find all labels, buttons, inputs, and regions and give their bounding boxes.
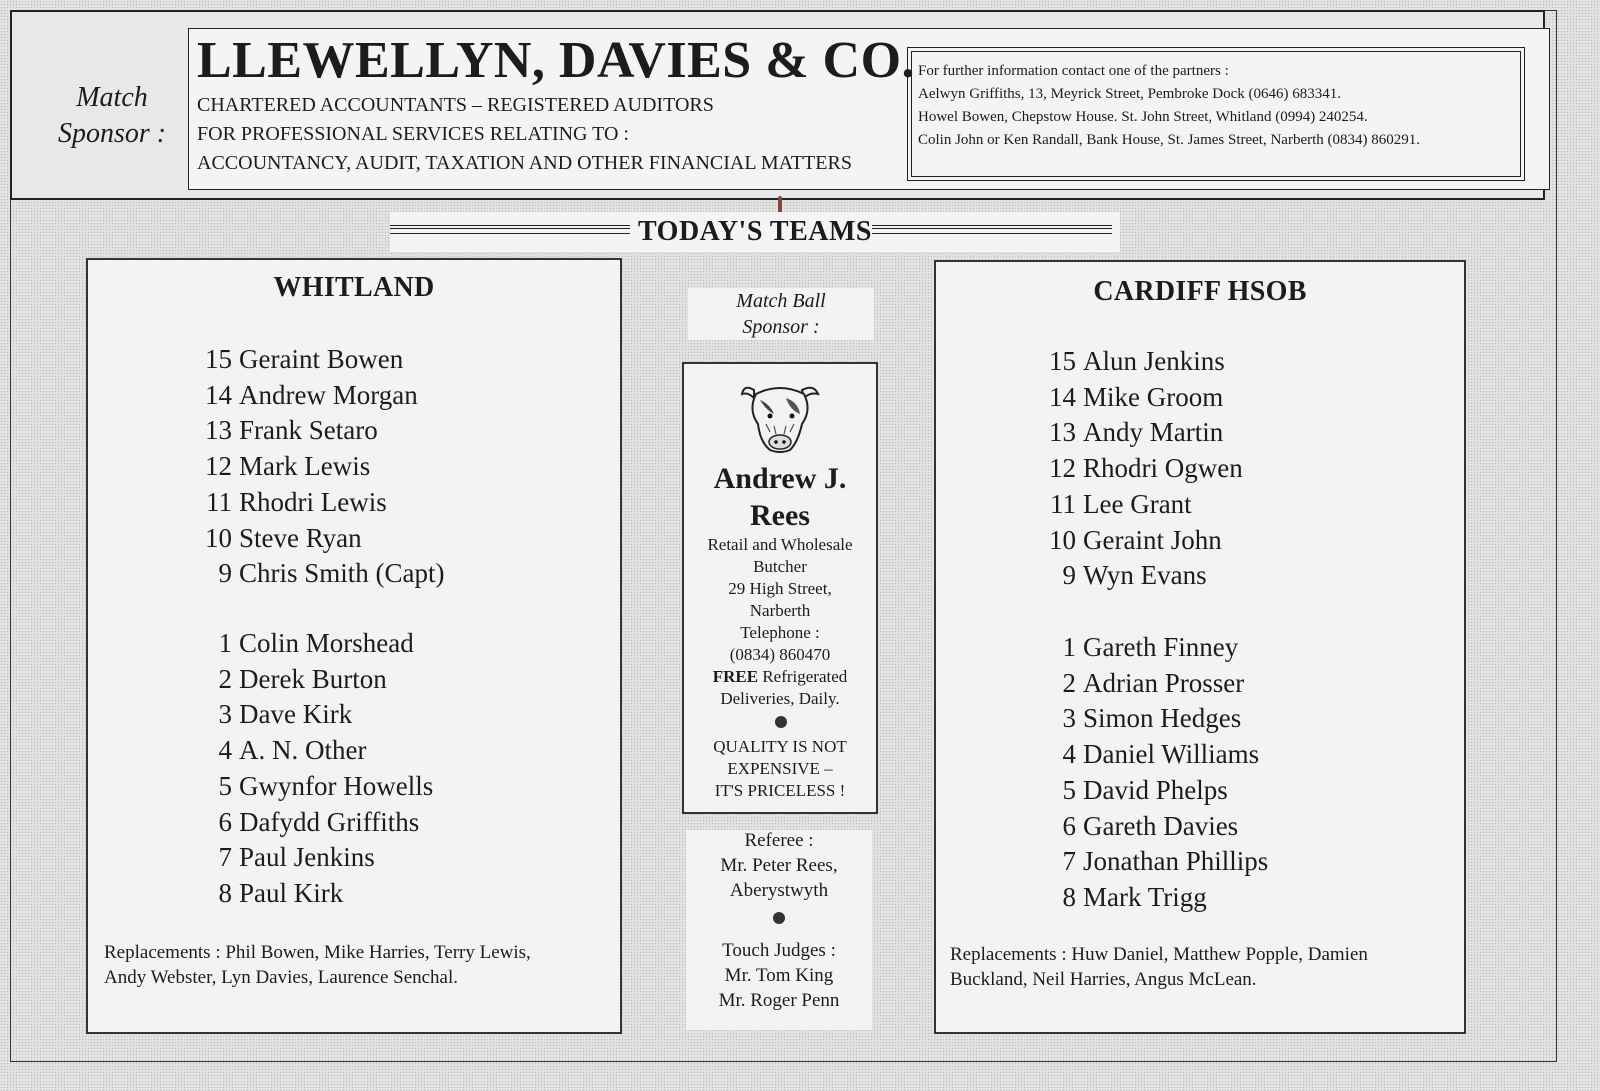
player-name: David Phelps xyxy=(1083,774,1228,805)
firm-advert xyxy=(188,28,1550,190)
player-entry xyxy=(1046,487,1243,523)
player-entry xyxy=(202,805,433,841)
player-number: 13 xyxy=(1049,417,1076,448)
home-replacements: Replacements : Phil Bowen, Mike Harries, Terry Lewis, Andy Webster, Lyn Davies, Laurence Senchal. xyxy=(104,942,531,988)
banner-title: TODAY'S TEAMS xyxy=(638,216,872,247)
firm-line: FOR PROFESSIONAL SERVICES RELATING TO : xyxy=(197,123,629,145)
player-name: Rhodri Lewis xyxy=(239,486,387,517)
player-number: 15 xyxy=(205,344,232,374)
firm-name: LLEWELLYN, DAVIES & CO. xyxy=(197,32,916,89)
contact-line: Aelwyn Griffiths, 13, Meyrick Street, Pembroke Dock (0646) 683341. xyxy=(918,86,1341,102)
away-team-name: CARDIFF HSOB xyxy=(1093,276,1307,307)
firm-services xyxy=(197,91,852,178)
touch-judges-info: Touch Judges : Mr. Tom King Mr. Roger Penn xyxy=(718,940,840,1011)
player-number: 3 xyxy=(218,699,232,730)
player-number: 9 xyxy=(218,558,232,589)
player-number: 15 xyxy=(1049,346,1076,376)
player-number: 6 xyxy=(1062,810,1076,841)
match-officials xyxy=(686,830,872,1030)
player-name: Paul Jenkins xyxy=(239,842,375,873)
player-name: Alun Jenkins xyxy=(1083,346,1225,376)
player-name: Geraint John xyxy=(1083,524,1222,555)
player-name: Mark Trigg xyxy=(1083,881,1207,912)
player-number: 1 xyxy=(1062,632,1076,662)
player-name: Geraint Bowen xyxy=(239,344,404,374)
player-entry xyxy=(1046,344,1243,380)
player-entry xyxy=(202,733,433,769)
player-name: Daniel Williams xyxy=(1083,739,1260,770)
away-team-panel xyxy=(934,260,1466,1034)
player-number: 13 xyxy=(205,415,232,446)
bullet-dot xyxy=(773,912,785,924)
home-team-name: WHITLAND xyxy=(273,272,435,303)
away-backs-list xyxy=(1046,344,1243,594)
player-number: 2 xyxy=(1062,667,1076,698)
partner-contacts xyxy=(911,51,1521,177)
firm-line: ACCOUNTANCY, AUDIT, TAXATION AND OTHER FINANCIAL MATTERS xyxy=(197,152,852,174)
player-number: 5 xyxy=(218,770,232,801)
player-number: 12 xyxy=(1049,453,1076,484)
player-number: 10 xyxy=(205,522,232,553)
butcher-name: Andrew J. Rees xyxy=(713,462,847,532)
contact-line: For further information contact one of the partners : xyxy=(918,63,1229,79)
player-name: Gareth Davies xyxy=(1083,810,1239,841)
player-name: Frank Setaro xyxy=(239,415,378,446)
player-name: Dafydd Griffiths xyxy=(239,806,420,837)
player-entry xyxy=(1046,844,1268,880)
player-number: 3 xyxy=(1062,703,1076,734)
butcher-details: Retail and Wholesale Butcher 29 High Street, Narberth Telephone : (0834) 860470 FREE Refrigerated Deliveries, Daily. xyxy=(684,534,876,710)
player-entry xyxy=(202,378,445,414)
player-entry xyxy=(1046,523,1243,559)
player-entry xyxy=(202,626,433,662)
player-entry xyxy=(202,413,445,449)
player-entry xyxy=(202,556,445,592)
player-number: 11 xyxy=(206,486,232,517)
player-entry xyxy=(202,769,433,805)
player-name: Steve Ryan xyxy=(239,522,362,553)
player-entry xyxy=(1046,880,1268,916)
player-number: 8 xyxy=(1062,881,1076,912)
player-entry xyxy=(202,521,445,557)
todays-teams-banner xyxy=(390,212,1120,252)
player-entry xyxy=(202,662,433,698)
home-team-panel xyxy=(86,258,622,1034)
player-number: 4 xyxy=(218,735,232,766)
player-name: Andy Martin xyxy=(1083,417,1224,448)
home-forwards-list xyxy=(202,626,433,912)
player-name: Mike Groom xyxy=(1083,381,1224,412)
player-entry xyxy=(1046,451,1243,487)
bullet-dot xyxy=(775,716,787,728)
firm-line: CHARTERED ACCOUNTANTS – REGISTERED AUDITORS xyxy=(197,94,714,116)
player-entry xyxy=(202,840,433,876)
player-name: Gareth Finney xyxy=(1083,632,1239,662)
player-entry xyxy=(202,449,445,485)
player-entry xyxy=(1046,737,1268,773)
player-name: Chris Smith (Capt) xyxy=(239,558,445,589)
match-sponsor-label: Match Sponsor : xyxy=(57,82,167,149)
player-name: Derek Burton xyxy=(239,663,387,694)
player-number: 14 xyxy=(205,379,232,410)
player-name: Simon Hedges xyxy=(1083,703,1242,734)
butcher-advert xyxy=(682,362,878,814)
player-entry xyxy=(1046,558,1243,594)
player-entry xyxy=(1046,380,1243,416)
home-backs-list xyxy=(202,342,445,592)
player-number: 14 xyxy=(1049,381,1076,412)
player-name: A. N. Other xyxy=(239,735,367,766)
player-entry xyxy=(202,697,433,733)
bull-head-icon xyxy=(740,380,820,454)
player-name: Andrew Morgan xyxy=(239,379,418,410)
player-entry xyxy=(202,342,445,378)
player-name: Colin Morshead xyxy=(239,628,414,658)
player-name: Dave Kirk xyxy=(239,699,353,730)
player-number: 8 xyxy=(218,877,232,908)
player-number: 4 xyxy=(1062,739,1076,770)
ball-sponsor-label: Match Ball Sponsor : xyxy=(688,288,874,340)
butcher-slogan: QUALITY IS NOT EXPENSIVE – IT'S PRICELESS ! xyxy=(713,737,847,800)
player-name: Gwynfor Howells xyxy=(239,770,434,801)
player-entry xyxy=(1046,773,1268,809)
player-number: 7 xyxy=(1062,846,1076,877)
player-name: Jonathan Phillips xyxy=(1083,846,1269,877)
player-name: Lee Grant xyxy=(1083,488,1192,519)
delivery-offer: FREE Refrigerated xyxy=(712,667,848,686)
player-entry xyxy=(1046,666,1268,702)
player-number: 1 xyxy=(218,628,232,658)
player-entry xyxy=(1046,809,1268,845)
away-replacements: Replacements : Huw Daniel, Matthew Popple, Damien Buckland, Neil Harries, Angus McLean. xyxy=(950,944,1368,990)
player-entry xyxy=(202,485,445,521)
player-number: 2 xyxy=(218,663,232,694)
contact-line: Colin John or Ken Randall, Bank House, St. James Street, Narberth (0834) 860291. xyxy=(918,132,1421,148)
player-name: Mark Lewis xyxy=(239,451,371,482)
player-number: 11 xyxy=(1050,488,1076,519)
player-entry xyxy=(202,876,433,912)
referee-info: Referee : Mr. Peter Rees, Aberystwyth xyxy=(720,830,838,901)
player-number: 9 xyxy=(1062,560,1076,591)
contact-line: Howel Bowen, Chepstow House. St. John Street, Whitland (0994) 240254. xyxy=(918,109,1368,125)
player-number: 7 xyxy=(218,842,232,873)
player-number: 10 xyxy=(1049,524,1076,555)
player-entry xyxy=(1046,701,1268,737)
player-number: 6 xyxy=(218,806,232,837)
player-number: 12 xyxy=(205,451,232,482)
player-name: Adrian Prosser xyxy=(1083,667,1245,698)
player-name: Wyn Evans xyxy=(1083,560,1207,591)
player-number: 5 xyxy=(1062,774,1076,805)
away-forwards-list xyxy=(1046,630,1268,916)
player-name: Paul Kirk xyxy=(239,877,344,908)
player-entry xyxy=(1046,415,1243,451)
player-entry xyxy=(1046,630,1268,666)
player-name: Rhodri Ogwen xyxy=(1083,453,1243,484)
